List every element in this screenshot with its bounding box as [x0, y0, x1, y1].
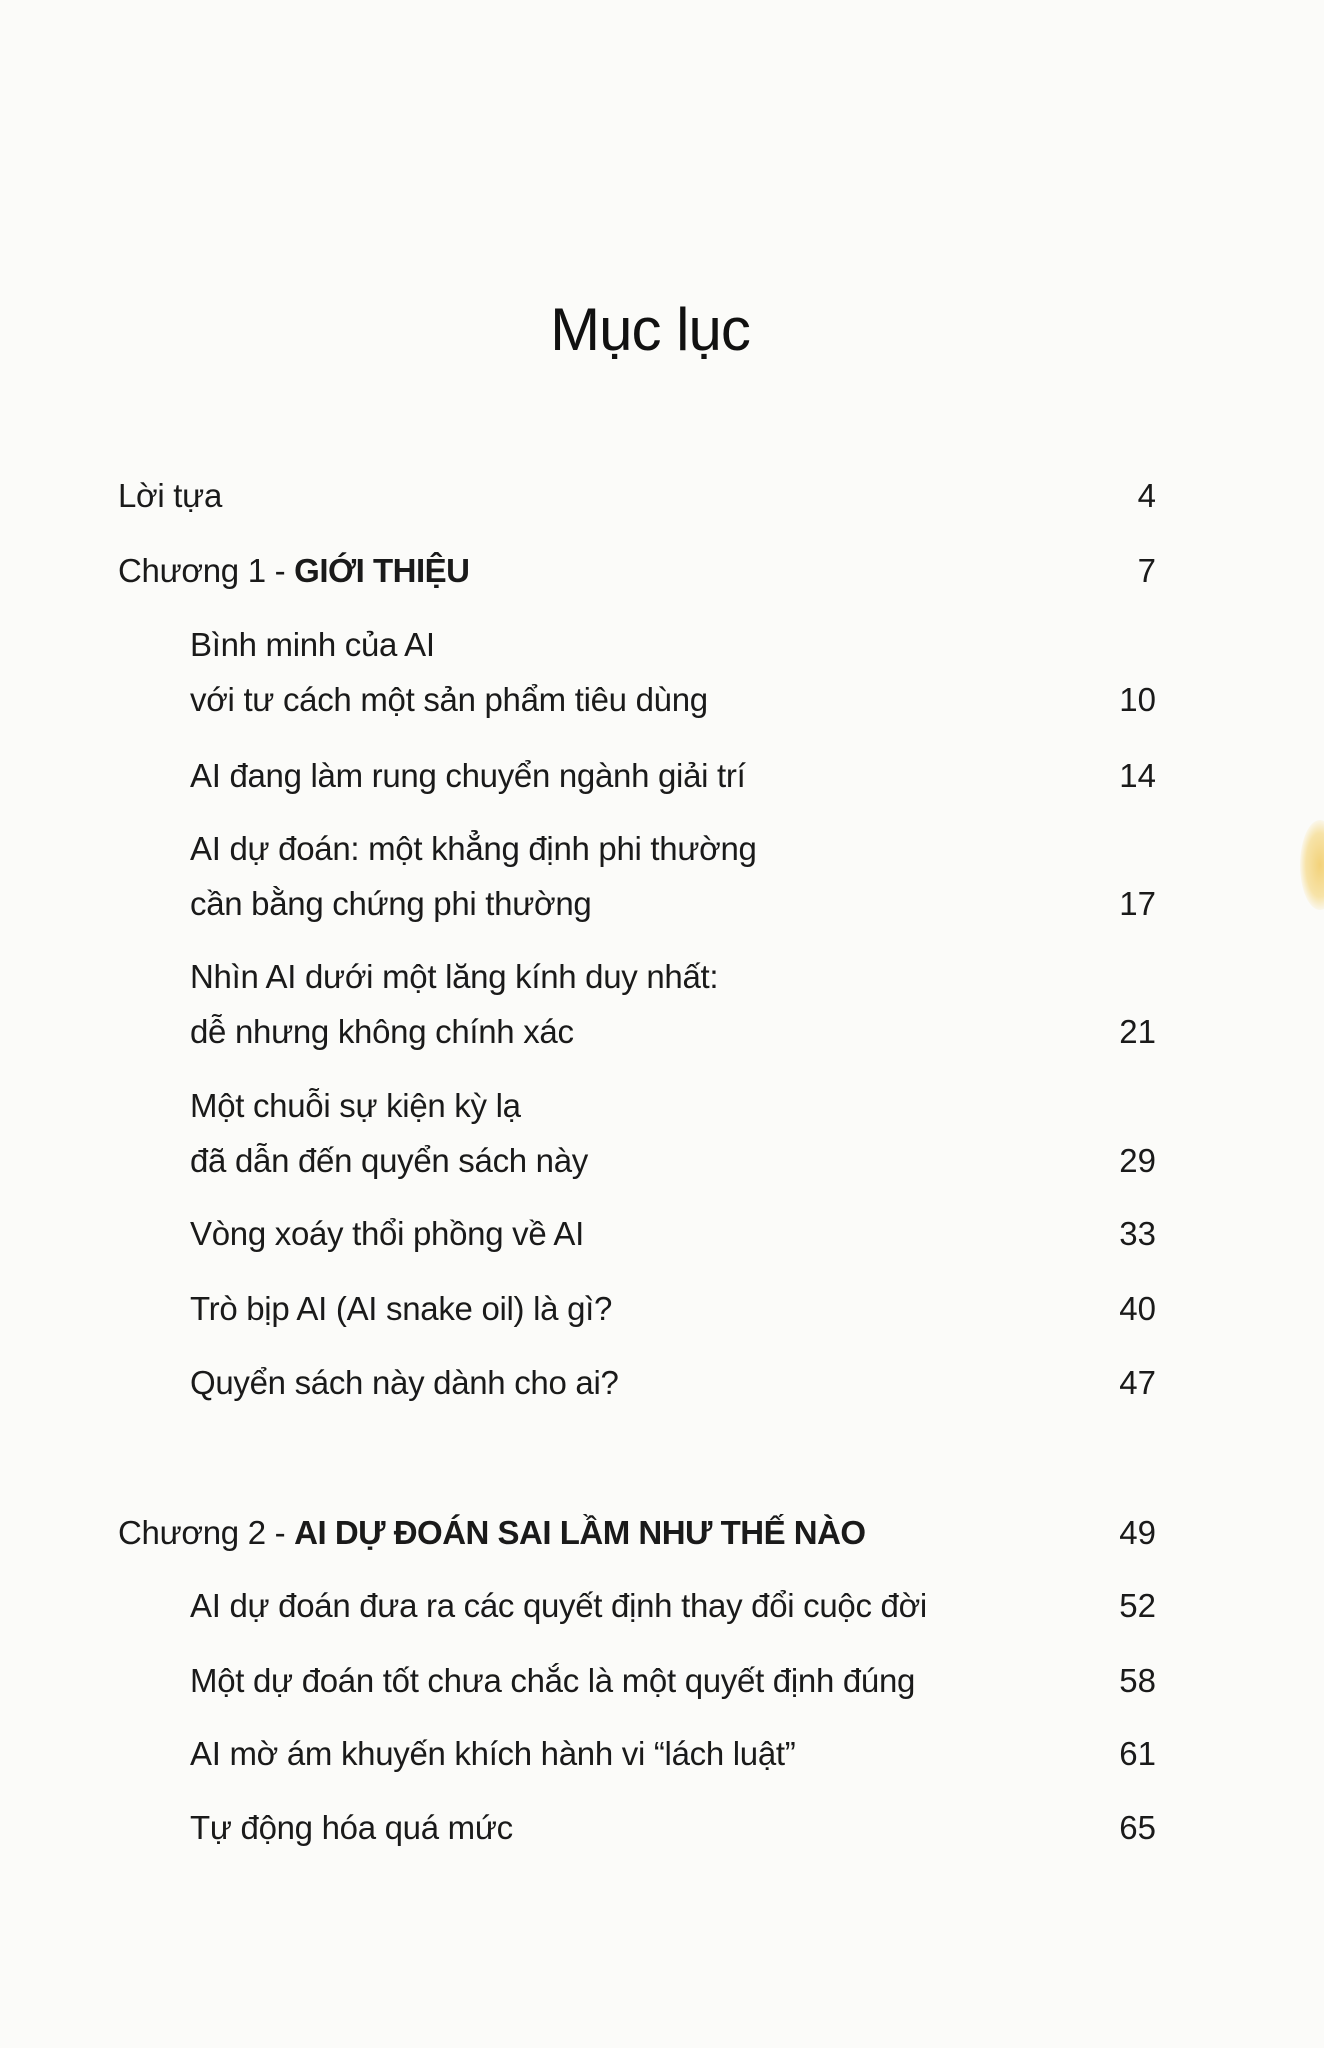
toc-item-line: Bình minh của AI	[190, 626, 435, 663]
toc-item-title	[190, 617, 708, 727]
toc-item-title	[118, 468, 222, 523]
toc-item-line: AI dự đoán: một khẳng định phi thường	[190, 830, 757, 867]
page-number: 29	[1119, 1142, 1156, 1179]
page-number: 10	[1119, 681, 1156, 718]
toc-item-title	[190, 1653, 915, 1708]
toc-item-line: Quyển sách này dành cho ai?	[190, 1364, 619, 1401]
toc-item-line: Một chuỗi sự kiện kỳ lạ	[190, 1087, 521, 1124]
toc-item-line: Tự động hóa quá mức	[190, 1809, 513, 1846]
toc-item-title	[118, 1505, 866, 1560]
page-number: 14	[1119, 757, 1156, 794]
paper-stain	[1300, 820, 1324, 910]
chapter-label: Lời tựa	[118, 477, 223, 514]
toc-item-title	[190, 821, 757, 931]
toc-item-title	[190, 1800, 513, 1855]
toc-item-line: Vòng xoáy thổi phồng về AI	[190, 1215, 585, 1252]
page-number: 58	[1119, 1662, 1156, 1699]
chapter-label: Chương 1 -	[118, 552, 295, 589]
toc-item-line: AI mờ ám khuyến khích hành vi “lách luật”	[190, 1735, 796, 1772]
page-number: 65	[1119, 1809, 1156, 1846]
toc-item-title	[190, 748, 745, 803]
page-number: 61	[1119, 1735, 1156, 1772]
chapter-label: Chương 2 -	[118, 1514, 295, 1551]
page-number: 7	[1137, 552, 1156, 589]
toc-item-line: đã dẫn đến quyển sách này	[190, 1142, 588, 1179]
page-number: 49	[1119, 1514, 1156, 1551]
chapter-title: AI DỰ ĐOÁN SAI LẦM NHƯ THẾ NÀO	[294, 1514, 866, 1551]
toc-item-title	[190, 1726, 795, 1781]
toc-item-title	[190, 1355, 619, 1410]
toc-item-line: dễ nhưng không chính xác	[190, 1013, 574, 1050]
page-number: 52	[1119, 1587, 1156, 1624]
toc-item-line: AI dự đoán đưa ra các quyết định thay đổi cuộc đời	[190, 1587, 927, 1624]
toc-item-line: cần bằng chứng phi thường	[190, 885, 592, 922]
page-number: 33	[1119, 1215, 1156, 1252]
toc-item-title	[190, 1078, 588, 1188]
toc-item-title	[118, 543, 470, 598]
toc-item-title	[190, 1206, 584, 1261]
chapter-title: GIỚI THIỆU	[294, 552, 470, 589]
page-number: 40	[1119, 1290, 1156, 1327]
page-number: 47	[1119, 1364, 1156, 1401]
toc-item-line: Nhìn AI dưới một lăng kính duy nhất:	[190, 958, 719, 995]
page-number: 21	[1119, 1013, 1156, 1050]
toc-item-line: Một dự đoán tốt chưa chắc là một quyết định đúng	[190, 1662, 916, 1699]
toc-item-line: AI đang làm rung chuyển ngành giải trí	[190, 757, 746, 794]
page-number: 17	[1119, 885, 1156, 922]
toc-item-title	[190, 949, 718, 1059]
page-title: Mục lục	[550, 296, 750, 363]
toc-item-line: với tư cách một sản phẩm tiêu dùng	[190, 681, 708, 718]
toc-item-title	[190, 1281, 612, 1336]
page-number: 4	[1137, 477, 1156, 514]
toc-item-line: Trò bịp AI (AI snake oil) là gì?	[190, 1290, 613, 1327]
toc-item-title	[190, 1578, 927, 1633]
